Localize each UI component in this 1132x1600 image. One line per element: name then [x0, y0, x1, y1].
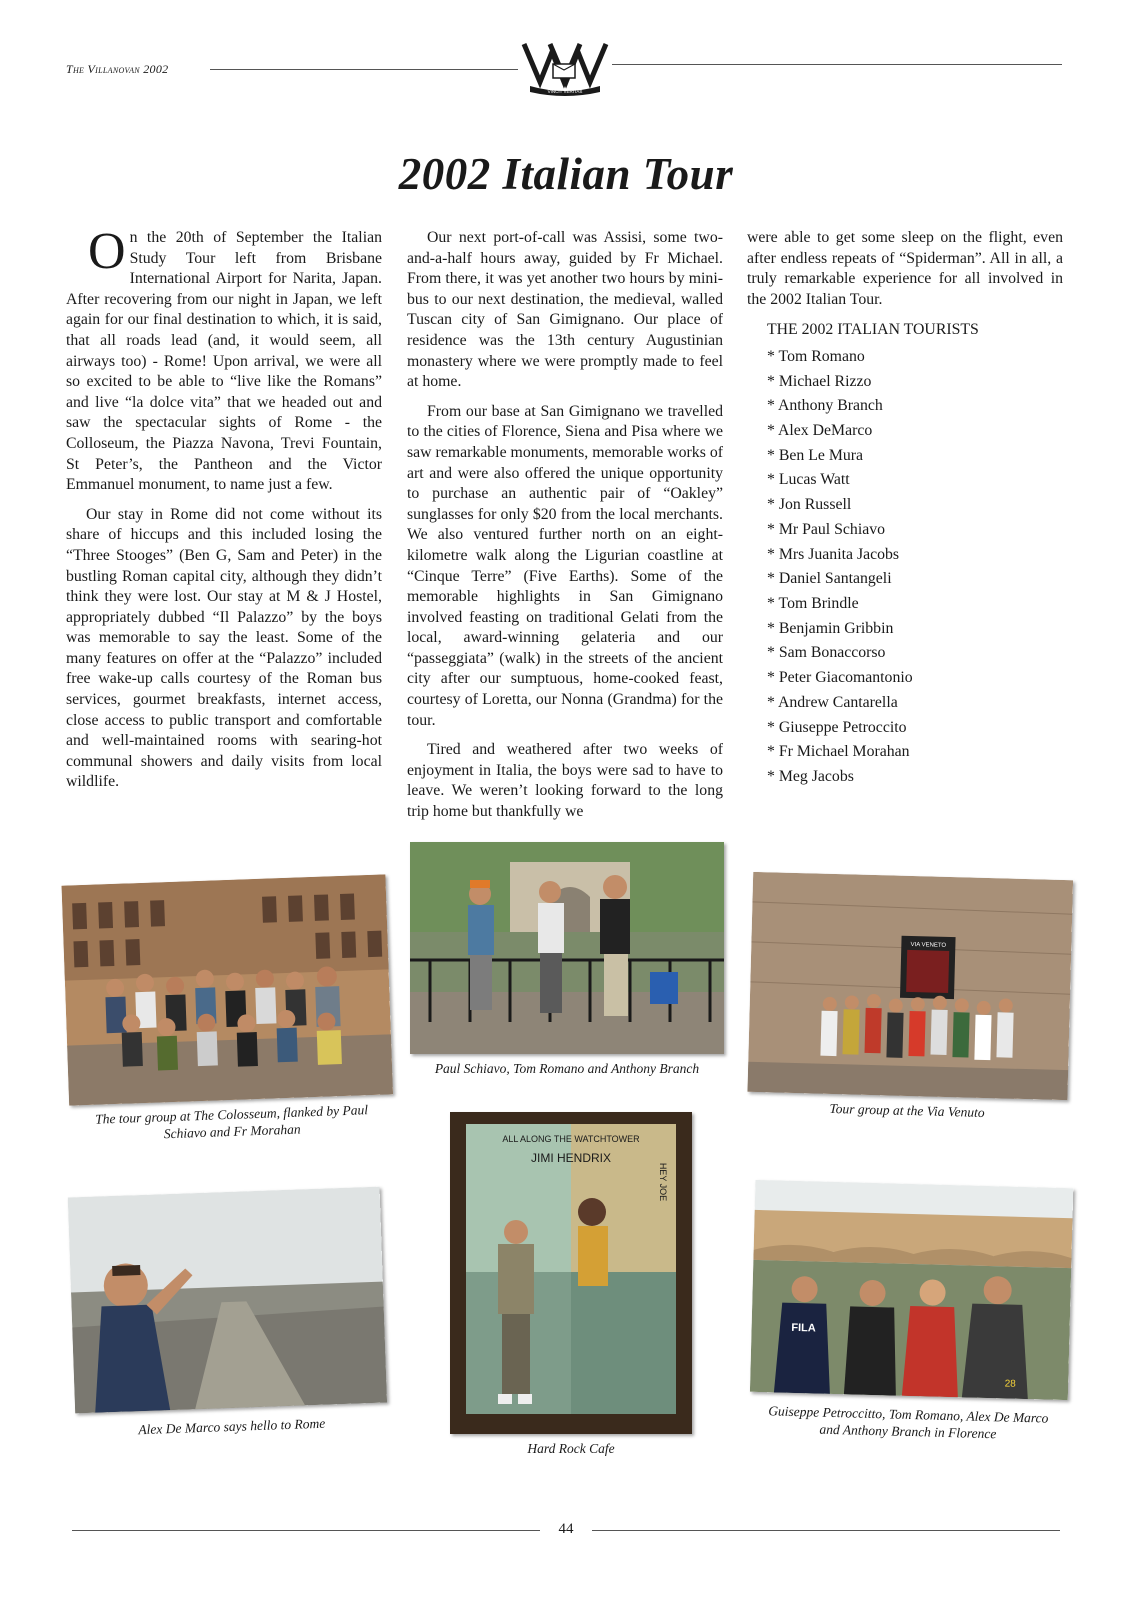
- list-item: * Mrs Juanita Jacobs: [767, 545, 900, 563]
- window-text-top: ALL ALONG THE WATCHTOWER: [502, 1134, 640, 1144]
- article-paragraph: From our base at San Gimignano we travelled to the cities of Florence, Siena and Pisa where we saw remarkable monuments, memorable works of art and were also offered the unique opportunity to purchase an authentic pair of “Oakley” sunglasses for only $20 from the local merchants. We also ventured further north on an eight-kilometre walk along the Ligurian coastline at “Cinque Terre” (Five Earths). Some of the memorable highlights in San Gimignano involved feasting on traditional Gelati from the local, award-winning gelateria and our “passeggiata” (walk) in the streets of the ancient city after our sumptuous, home-cooked feast, courtesy of Loretta, our Nonna (Grandma) for the tour.: [407, 402, 723, 729]
- window-text-name: JIMI HENDRIX: [530, 1151, 612, 1165]
- article-column-2: [407, 228, 723, 832]
- jersey-number: 28: [1004, 1378, 1016, 1390]
- photo-image: [62, 874, 393, 1105]
- list-item: * Daniel Santangeli: [767, 570, 892, 588]
- article-paragraph: were able to get some sleep on the flight, even after endless repeats of “Spiderman”. All in all, a truly remarkable experience for all involved in the 2002 Italian Tour.: [747, 229, 1063, 308]
- list-item: * Meg Jacobs: [767, 767, 854, 785]
- list-item: * Jon Russell: [767, 496, 852, 514]
- list-item: * Benjamin Gribbin: [767, 619, 894, 637]
- list-item: * Andrew Cantarella: [767, 693, 898, 711]
- photo-image: [747, 872, 1073, 1100]
- window-text-side: HEY JOE: [658, 1162, 668, 1202]
- list-item: * Tom Brindle: [767, 595, 859, 612]
- header-rule-right: [612, 64, 1062, 65]
- photo-via-veneto-group: [747, 872, 1073, 1122]
- photo-caption: Hard Rock Cafe: [527, 1441, 615, 1456]
- article-column-1: [66, 223, 382, 802]
- photo-rome-view: [68, 1187, 389, 1450]
- school-crest-logo: [520, 38, 610, 98]
- shirt-text: FILA: [791, 1321, 816, 1335]
- photo-image: [750, 1180, 1073, 1400]
- photo-image: [410, 842, 724, 1054]
- photo-caption: Alex De Marco says hello to Rome: [138, 1415, 326, 1438]
- list-item: * Sam Bonaccorso: [767, 644, 886, 662]
- list-item: * Anthony Branch: [767, 397, 883, 415]
- article-column-3: [747, 228, 1063, 790]
- header-rule-left: [210, 69, 518, 70]
- list-item: * Giuseppe Petroccito: [767, 718, 907, 736]
- article-paragraph: Tired and weathered after two weeks of enjoyment in Italia, the boys were sad to have to leave. We weren’t looking forward to the long trip home but thankfully we: [407, 741, 723, 821]
- logo-motto: VINCIT VERITAS: [547, 89, 583, 94]
- running-header: The Villanovan 2002: [66, 62, 169, 76]
- list-item: * Lucas Watt: [767, 471, 850, 489]
- article-paragraph: Our stay in Rome did not come without its share of hiccups and this included losing the “Three Stooges” (Ben G, Sam and Peter) in the bustling Roman capital city, although they didn’t think they were lost. Our stay at M & J Hostel, appropriately dubbed “Il Palazzo” by the boys was memorable to say the least. Some of the many features on offer at the “Palazzo” included free wake-up calls courtesy of the Roman bus services, gourmet breakfasts, internet access, close access to public transport and comfortable and well-maintained rooms with searing-hot communal showers and daily visits from local wildlife.: [66, 505, 382, 791]
- photo-image: [450, 1112, 692, 1434]
- photo-florence-group: [749, 1180, 1074, 1448]
- tourists-heading: THE 2002 ITALIAN TOURISTS: [767, 321, 979, 339]
- list-item: * Tom Romano: [767, 347, 865, 365]
- list-item: * Mr Paul Schiavo: [767, 520, 886, 538]
- photo-arch-trio: [410, 842, 724, 1082]
- tourists-list: [747, 345, 1063, 790]
- sign-text: VIA VENETO: [910, 941, 947, 949]
- drop-cap: O: [88, 223, 126, 280]
- photo-caption: Paul Schiavo, Tom Romano and Anthony Branch: [434, 1061, 700, 1076]
- page-title: 2002 Italian Tour: [398, 149, 734, 199]
- list-item: * Michael Rizzo: [767, 372, 872, 390]
- photo-caption: Guiseppe Petroccitto, Tom Romano, Alex De Marco and Anthony Branch in Florence: [768, 1403, 1049, 1442]
- list-item: * Fr Michael Morahan: [767, 743, 910, 761]
- page-number: 44: [558, 1521, 574, 1537]
- photo-caption: Tour group at the Via Venuto: [829, 1100, 985, 1120]
- list-item: * Peter Giacomantonio: [767, 669, 913, 687]
- photo-hard-rock-cafe: [450, 1112, 692, 1462]
- list-item: * Alex DeMarco: [767, 422, 873, 440]
- list-item: * Ben Le Mura: [767, 446, 864, 464]
- photo-image: [68, 1187, 387, 1414]
- article-paragraph: Our next port-of-call was Assisi, some two-and-a-half hours away, guided by Fr Michael. From there, it was yet another two hours by mini-bus to our next destination, the medieval, walled Tuscan city of San Gimignano. Our place of residence was the 13th century Augustinian monastery where we were promptly made to feel at home.: [407, 229, 723, 391]
- article-paragraph: On the 20th of September the Italian Study Tour left from Brisbane International Airport for Narita, Japan. After recovering from our night in Japan, we left again for our final destination to which, it is said, that all roads lead (and, it would seem, all airways too) - Rome! Upon arrival, we were all so excited to be able to “live like the Romans” and live “la dolce vita” that we headed out and saw the spectacular sights of Rome - the Colloseum, the Piazza Navona, Trevi Fountain, St Peter’s, the Pantheon and the Victor Emmanuel monument, to name just a few.: [66, 223, 382, 494]
- photo-caption: The tour group at The Colosseum, flanked by Paul Schiavo and Fr Morahan: [94, 1102, 369, 1142]
- photo-colosseum-group: [62, 874, 395, 1147]
